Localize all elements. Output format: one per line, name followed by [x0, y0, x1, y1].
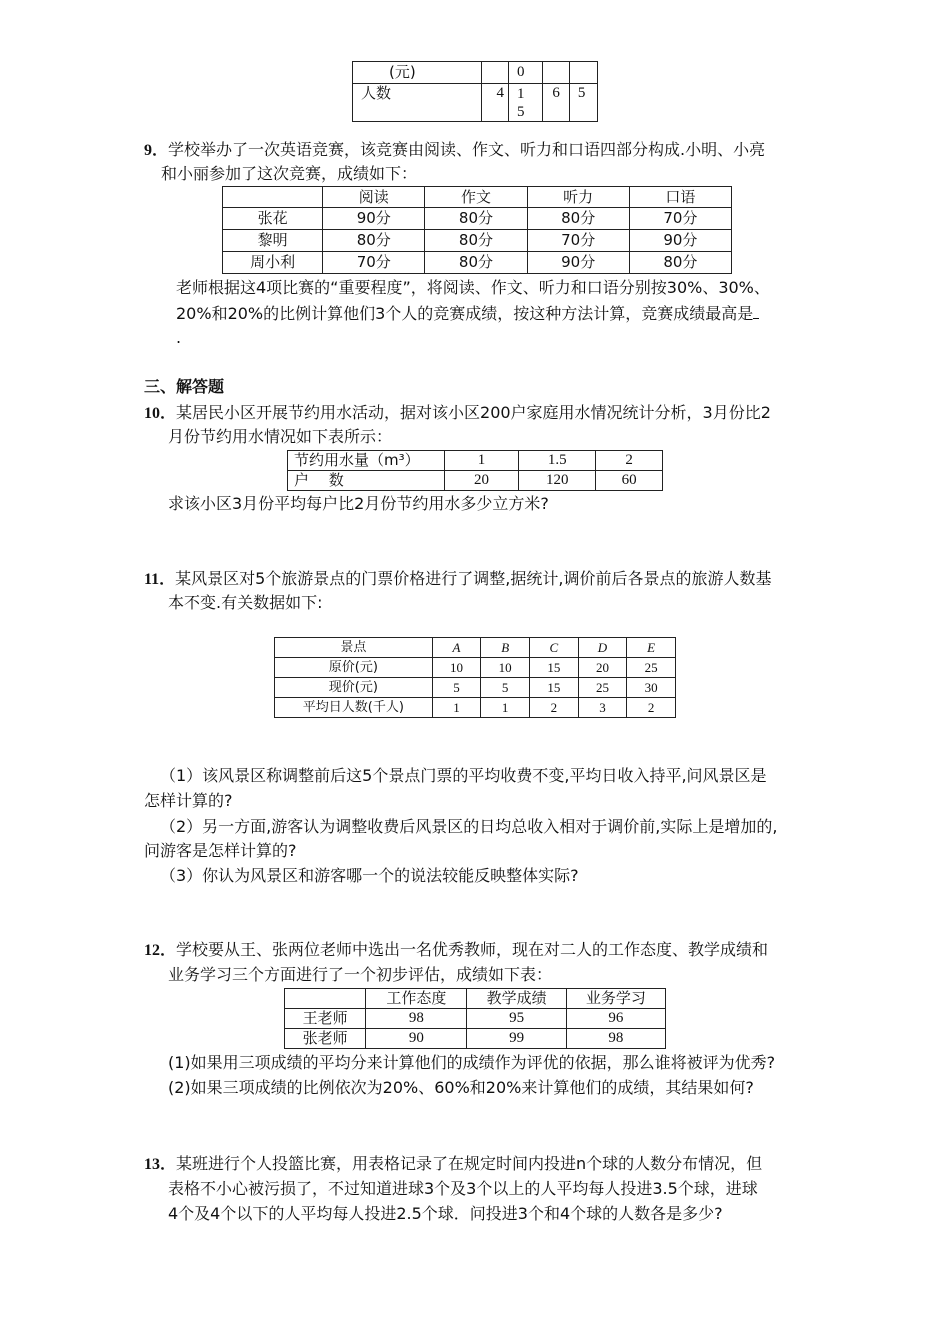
q12-table-label: 张老师: [285, 1029, 366, 1049]
top-table-label: 人数: [353, 84, 482, 122]
q11-table-cell: 30: [627, 678, 676, 698]
q12-line1: [144, 939, 768, 962]
q9-table-cell: 90分: [629, 230, 731, 252]
q11-table: [274, 637, 676, 718]
q9-table-cell: 70分: [527, 230, 629, 252]
top-table-cell: 6: [543, 84, 569, 122]
q9-table-cell: 周小利: [223, 252, 323, 274]
q10-table-label: 节约用水量（m³）: [288, 451, 445, 471]
q9-after1: 老师根据这4项比赛的“重要程度”，将阅读、作文、听力和口语分别按30%、30%、: [176, 278, 770, 297]
q12-table-header: 工作态度: [366, 989, 467, 1009]
q9-table-header: 作文: [425, 187, 527, 208]
q9-table-header: 听力: [527, 187, 629, 208]
q9-after2: [176, 303, 759, 325]
q11-part3: （3）你认为风景区和游客哪一个的说法较能反映整体实际?: [160, 866, 579, 885]
q12-sub1: (1)如果用三项成绩的平均分来计算他们的成绩作为评优的依据，那么谁将被评为优秀?: [168, 1053, 776, 1072]
q9-answer-blank[interactable]: [753, 304, 759, 319]
q12-table-cell: 99: [467, 1029, 566, 1049]
q11-table-cell: 25: [578, 678, 627, 698]
q9-after3: .: [176, 328, 182, 347]
q11-table-cell: 20: [578, 658, 627, 678]
q10-line2: 月份节约用水情况如下表所示：: [168, 427, 393, 446]
q11-table-header: B: [481, 638, 530, 658]
q11-table-cell: 5: [481, 678, 530, 698]
q11-part2-a: （2）另一方面,游客认为调整收费后风景区的日均总收入相对于调价前,实际上是增加的,: [160, 817, 778, 836]
q9-table-cell: 70分: [323, 252, 425, 274]
q12-number: 12．: [144, 942, 177, 959]
q12-table: [284, 988, 666, 1049]
q13-line1: [144, 1153, 762, 1176]
q10-number: 10．: [144, 405, 177, 422]
q12-table-label: 王老师: [285, 1009, 366, 1029]
q11-text: 某风景区对5个旅游景点的门票价格进行了调整,据统计,调价前后各景点的旅游人数基: [175, 569, 772, 588]
q11-table-label: 现价(元): [275, 678, 433, 698]
q11-table-header: 景点: [275, 638, 433, 658]
q12-line2: 业务学习三个方面进行了一个初步评估，成绩如下表：: [168, 965, 553, 984]
q9-table-cell: 80分: [323, 230, 425, 252]
q10-table-cell: 2: [596, 451, 663, 471]
q9-table-cell: 80分: [425, 252, 527, 274]
top-table-digit: 5: [516, 103, 525, 120]
q11-table-cell: 1: [432, 698, 481, 718]
q11-table-header: C: [530, 638, 579, 658]
q11-table-cell: 25: [627, 658, 676, 678]
q10-text: 某居民小区开展节约用水活动，据对该小区200户家庭用水情况统计分析，3月份比2: [176, 403, 771, 422]
q9-table-cell: 80分: [425, 230, 527, 252]
q12-table-cell: 96: [566, 1009, 665, 1029]
top-table-cell: [569, 62, 597, 84]
q12-table-cell: 98: [366, 1009, 467, 1029]
q11-table-header: D: [578, 638, 627, 658]
q9-table-cell: 90分: [527, 252, 629, 274]
q9-table-cell: 70分: [629, 208, 731, 230]
q12-table-cell: 90: [366, 1029, 467, 1049]
top-table-digit: 1: [516, 85, 525, 102]
q10-table-cell: 120: [519, 471, 596, 491]
q12-sub2: (2)如果三项成绩的比例依次为20%、60%和20%来计算他们的成绩，其结果如何?: [168, 1078, 754, 1097]
top-table-cell: [508, 84, 542, 122]
q11-part1-b: 怎样计算的?: [144, 791, 233, 810]
q9-table-cell: 张花: [223, 208, 323, 230]
q11-part1-a: （1）该风景区称调整前后这5个景点门票的平均收费不变,平均日收入持平,问风景区是: [160, 766, 767, 785]
q9-after2-text: 20%和20%的比例计算他们3个人的竞赛成绩，按这种方法计算，竞赛成绩最高是: [176, 304, 754, 323]
q10-table-label: 户 数: [288, 471, 445, 491]
q12-table-header: 教学成绩: [467, 989, 566, 1009]
q13-line2: 表格不小心被污损了，不过知道进球3个及3个以上的人平均每人投进3.5个球，进球: [168, 1179, 758, 1198]
q11-table-cell: 15: [530, 658, 579, 678]
q9-text: 学校举办了一次英语竞赛，该竞赛由阅读、作文、听力和口语四部分构成.小明、小亮: [168, 140, 766, 159]
q11-table-label: 平均日人数(千人): [275, 698, 433, 718]
q9-table-cell: 80分: [527, 208, 629, 230]
top-table-label: (元): [353, 62, 482, 84]
q9-table-cell: 黎明: [223, 230, 323, 252]
q10-question: 求该小区3月份平均每户比2月份节约用水多少立方米?: [168, 494, 549, 513]
q11-table-cell: 5: [432, 678, 481, 698]
q12-table-cell: 95: [467, 1009, 566, 1029]
q10-table-cell: 1: [444, 451, 519, 471]
q10-line1: [144, 402, 771, 425]
q11-table-cell: 1: [481, 698, 530, 718]
q9-table-cell: 80分: [425, 208, 527, 230]
q11-table-cell: 3: [578, 698, 627, 718]
q9-table-header: 阅读: [323, 187, 425, 208]
q9-table-header: [223, 187, 323, 208]
q10-table-cell: 60: [596, 471, 663, 491]
q11-line2: 本不变.有关数据如下:: [168, 593, 323, 612]
q11-table-cell: 15: [530, 678, 579, 698]
q11-table-cell: 2: [530, 698, 579, 718]
q11-table-cell: 2: [627, 698, 676, 718]
top-table-cell: [481, 62, 508, 84]
top-table-cell: 5: [569, 84, 597, 122]
q12-table-cell: 98: [566, 1029, 665, 1049]
q12-text: 学校要从王、张两位老师中选出一名优秀教师，现在对二人的工作态度、教学成绩和: [176, 940, 769, 959]
q9-table-cell: 90分: [323, 208, 425, 230]
q10-table: [287, 450, 663, 491]
q13-line3: 4个及4个以下的人平均每人投进2.5个球．问投进3个和4个球的人数各是多少?: [168, 1204, 723, 1223]
q11-number: 11．: [144, 571, 176, 588]
q11-line1: [144, 568, 771, 591]
q9-table: [222, 186, 732, 274]
q9-table-cell: 80分: [629, 252, 731, 274]
top-table: [352, 61, 598, 122]
top-table-cell: 4: [481, 84, 508, 122]
q11-table-cell: 10: [481, 658, 530, 678]
q11-table-cell: 10: [432, 658, 481, 678]
q11-table-header: E: [627, 638, 676, 658]
q9-table-header: 口语: [629, 187, 731, 208]
q10-table-cell: 1.5: [519, 451, 596, 471]
q11-table-header: A: [432, 638, 481, 658]
q9-line2: 和小丽参加了这次竞赛，成绩如下：: [161, 164, 418, 183]
q13-text: 某班进行个人投篮比赛，用表格记录了在规定时间内投进n个球的人数分布情况，但: [176, 1154, 763, 1173]
q9-line1: [144, 139, 765, 162]
section-title: 三、解答题: [144, 377, 225, 396]
top-table-cell: [543, 62, 569, 84]
q11-table-label: 原价(元): [275, 658, 433, 678]
q11-part2-b: 问游客是怎样计算的?: [144, 841, 297, 860]
q12-table-header: [285, 989, 366, 1009]
top-table-cell: 0: [508, 62, 542, 84]
q9-number: 9．: [144, 142, 169, 159]
q13-number: 13．: [144, 1156, 177, 1173]
q12-table-header: 业务学习: [566, 989, 665, 1009]
q10-table-cell: 20: [444, 471, 519, 491]
